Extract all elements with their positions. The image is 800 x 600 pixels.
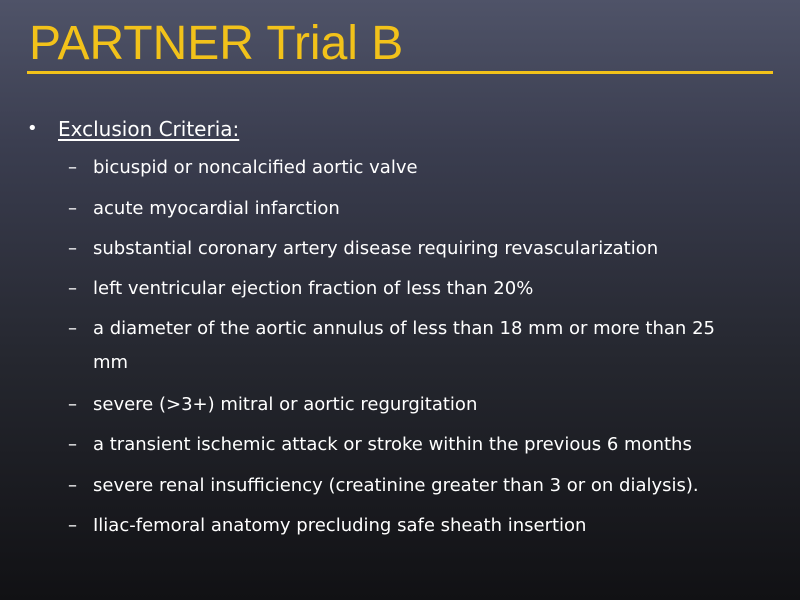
criteria-item-text: severe (>3+) mitral or aortic regurgitation (93, 394, 478, 415)
criteria-item-text: a diameter of the aortic annulus of less than 18 mm or more than 25 mm (93, 318, 715, 373)
dash-icon: – (68, 475, 77, 496)
dash-icon: – (68, 318, 77, 339)
dash-icon: – (68, 157, 77, 178)
dash-icon: – (68, 434, 77, 455)
criteria-item-text: severe renal insufficiency (creatinine greater than 3 or on dialysis). (93, 475, 699, 496)
criteria-item-text: substantial coronary artery disease requiring revascularization (93, 238, 659, 259)
slide-title: PARTNER Trial B (29, 17, 404, 70)
dash-icon: – (68, 198, 77, 219)
dash-icon: – (68, 394, 77, 415)
criteria-item-text: left ventricular ejection fraction of less than 20% (93, 278, 534, 299)
title-underline (27, 71, 773, 74)
dash-icon: – (68, 278, 77, 299)
criteria-item-text: Iliac-femoral anatomy precluding safe sheath insertion (93, 515, 587, 536)
dash-icon: – (68, 515, 77, 536)
exclusion-criteria-heading: Exclusion Criteria: (58, 117, 240, 141)
bullet-icon: • (27, 118, 38, 139)
criteria-item-text: bicuspid or noncalcified aortic valve (93, 157, 418, 178)
criteria-item-text: acute myocardial infarction (93, 198, 340, 219)
criteria-item-text: a transient ischemic attack or stroke within the previous 6 months (93, 434, 692, 455)
dash-icon: – (68, 238, 77, 259)
